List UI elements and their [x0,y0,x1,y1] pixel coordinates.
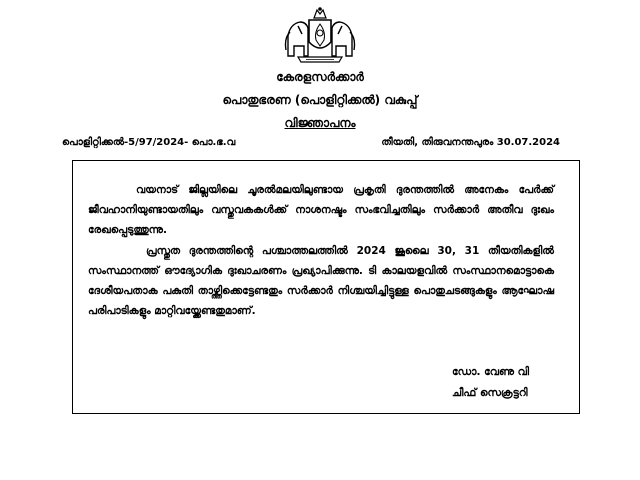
signatory-name: ഡോ. വേണു വി [452,366,530,378]
notification-title [0,116,640,131]
government-heading: കേരളസർക്കാർ [276,70,364,84]
notification-title-text: വിജ്ഞാപനം [284,116,356,130]
kerala-emblem-icon [284,6,356,64]
body-paragraph-2: പ്രസ്തുത ദുരന്തത്തിന്റെ പശ്ചാത്തലത്തിൽ 2024 ജൂലൈ 30, 31 തീയതികളിൽ സംസ്ഥാനത്ത് ഔദ്യോഗിക ദുഃഖാചരണം പ്രഖ്യാപിക്കുന്നു. ടി കാലയളവിൽ സംസ്ഥാനമൊട്ടാകെ ദേശീയപതാക പകുതി താഴ്ത്തിക്കെട്ടേണ്ടതും സർക്കാർ നിശ്ചയിച്ചിട്ടുള്ള പൊതുചടങ്ങുകളും ആഘോഷ പരിപാടികളും മാറ്റിവയ്ക്കേണ്ടതുമാണ്. [88,245,554,317]
department-heading: പൊതുഭരണ (പൊളിറ്റിക്കൽ) വകുപ്പ് [222,93,418,107]
signatory-designation: ചീഫ് സെക്രട്ടറി [452,387,528,399]
reference-number: പൊളിറ്റിക്കൽ-5/97/2024- പൊ.ഭ.വ [62,137,236,148]
reference-date: തീയതി, തിരുവനന്തപുരം 30.07.2024 [381,137,560,148]
body-paragraph-1: വയനാട് ജില്ലയിലെ ചൂരൽമലയിലുണ്ടായ പ്രകൃതി ദുരന്തത്തിൽ അനേകം പേർക്ക് ജീവഹാനിയുണ്ടായതിലും വസ്തുവകകൾക്ക് നാശനഷ്ടം സംഭവിച്ചതിലും സർക്കാർ അതീവ ദുഃഖം രേഖപ്പെടുത്തുന്നു. [88,184,554,236]
